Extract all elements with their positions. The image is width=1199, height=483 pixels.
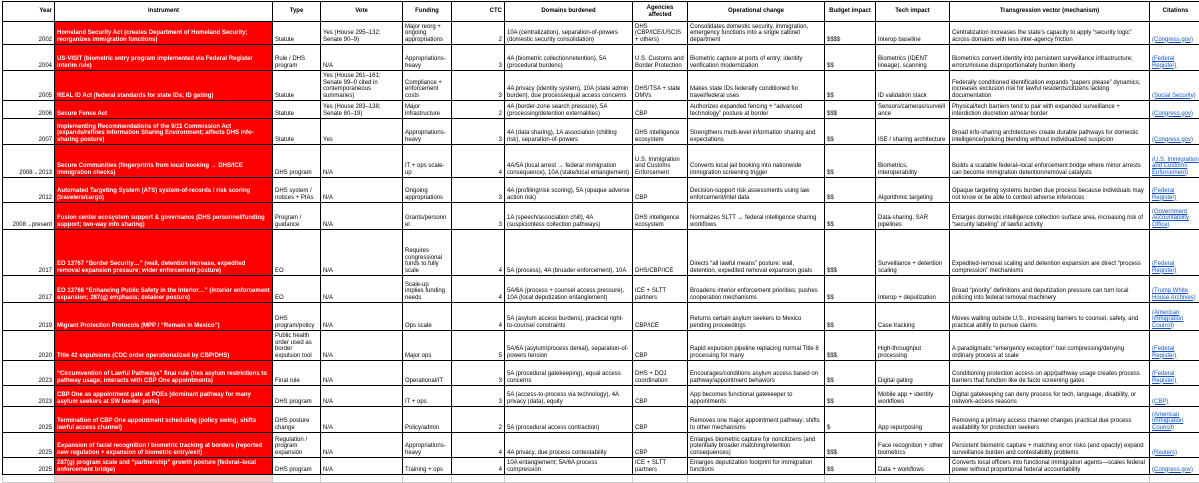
cell-transgression: Biometrics convert identity into persistent surveillance infrastructure; errors/misuse disproportionately burden liberty [950,45,1150,71]
cell-instrument: US-VISIT (biometric entry program implemented via Federal Register interim rule) [55,45,273,71]
cell-tech: Biometrics, interoperability [876,145,950,178]
timeline-table [2,1,1199,483]
cell-agencies: CBP [633,433,688,458]
column-header-agencies: Agencies affected [633,2,688,22]
cell-operational: Directs “all lawful means” posture: wall, detention, expedited removal expansion goals [688,230,825,276]
cell-instrument: EO 13768 “Enhancing Public Safety in the Interior…” (interior enforcement expansion; 287(g) emphasis; detainer posture) [55,276,273,303]
cell-transgression: Broad info-sharing architectures create durable pathways for domestic intelligence/policing blending without individualized suspicion [950,119,1150,145]
cell-type: Program / guidance [273,203,321,230]
cell-ctc: 3 [452,178,505,203]
cell-instrument: Expansion of facial recognition / biometric tracking at borders (reported new regulation + expansion of biometric entry/exit) [55,433,273,458]
cell-budget: $$ [825,71,876,101]
cell-budget: $ [825,407,876,433]
cell-empty [321,475,403,483]
cell-year: 2025 [3,407,55,433]
cell-empty [3,475,55,483]
cell-empty [273,475,321,483]
cell-instrument: 287(g) program scale and “partnership” growth posture (federal–local enforcement bridge) [55,458,273,475]
cell-budget: $$$ [825,433,876,458]
cell-year: 2004 [3,45,55,71]
cell-agencies: CBP [633,331,688,361]
cell-ctc: 4 [452,230,505,276]
cell-transgression: Expedited-removal scaling and detention expansion are direct “process compression” mechanisms [950,230,1150,276]
cell-budget: $$ [825,178,876,203]
cell-citation [1150,22,1199,45]
citation-link[interactable]: (Government Accountability Office) [1152,209,1189,228]
cell-agencies: ICE + SLTT partners [633,276,688,303]
cell-ctc: 5 [452,331,505,361]
column-header-type: Type [273,2,321,22]
cell-budget: $$ [825,303,876,331]
cell-transgression: Persistent biometric capture + matching error risks (and opacity) expand surveillance burden and contestability problems [950,433,1150,458]
cell-type: EO [273,230,321,276]
cell-transgression: Digital gatekeeping can deny process for tech, language, disability, or network-access reasons [950,386,1150,407]
cell-empty [688,475,825,483]
cell-agencies: CBP [633,386,688,407]
column-header-tech: Tech impact [876,2,950,22]
cell-budget: $$ [825,145,876,178]
cell-transgression: Builds a scalable federal–local enforcement bridge where minor arrests can become immigration detention/removal catalysts [950,145,1150,178]
cell-operational: Consolidates domestic security, immigration, emergency functions into a single cabinet department [688,22,825,45]
cell-type: Public health order used as border expulsion tool [273,331,321,361]
cell-domains: 5A (access-to-process via technology), 4A privacy (data), equity [505,386,633,407]
cell-citation [1150,145,1199,178]
cell-transgression: Removing a primary access channel changes practical due process availability for protection seekers [950,407,1150,433]
cell-type: DHS program [273,458,321,475]
cell-tech: Surveillance + detention scaling [876,230,950,276]
cell-tech: Interop + deputization [876,276,950,303]
column-header-ctc: CTC [452,2,505,22]
cell-domains: 5A (procedural gatekeeping), equal access concerns [505,361,633,386]
cell-budget: $$$$ [825,22,876,45]
cell-citation [1150,276,1199,303]
cell-empty [452,475,505,483]
cell-transgression: Moves waiting outside U.S., increasing barriers to counsel, safety, and practical ability to pursue claims [950,303,1150,331]
cell-transgression: Physical/tech barriers tend to pair with expanded surveillance + interdiction discretion at/near border [950,101,1150,119]
cell-funding: Grants/personnel [403,203,452,230]
cell-citation [1150,71,1199,101]
cell-vote: Yes [321,119,403,145]
cell-operational: Strengthens multi-level information sharing and expectations [688,119,825,145]
cell-empty [1150,475,1199,483]
cell-domains: 4A (data sharing), 1A association (chilling risk), separation-of-powers [505,119,633,145]
cell-citation [1150,230,1199,276]
cell-ctc: 4 [452,276,505,303]
cell-tech: ISE / sharing architecture [876,119,950,145]
cell-vote: N/A [321,458,403,475]
cell-instrument: CBP One as appointment gate at POEs (dominant pathway for many asylum seekers at SW border ports) [55,386,273,407]
cell-budget: $$ [825,45,876,71]
cell-transgression: Centralization increases the state’s capacity to apply “security logic” across domains with less inter-agency friction [950,22,1150,45]
table-row [3,458,1199,475]
cell-funding: IT + ops scale-up [403,145,452,178]
cell-transgression: Conditioning protection access on app/pathway usage creates process barriers that function like de facto screening gates [950,361,1150,386]
cell-domains: 1A (speech/association chill), 4A (suspicionless collection pathways) [505,203,633,230]
cell-year: 2002 [3,22,55,45]
cell-operational: Enlarges biometric capture for noncitizens (and potentially broader matching/retention consequences) [688,433,825,458]
cell-operational: Rapid expulsion pipeline replacing normal Title 8 processing for many [688,331,825,361]
cell-tech: Algorithmic targeting [876,178,950,203]
table-row [3,71,1199,101]
cell-operational: Biometric capture at ports of entry; identity verification modernization [688,45,825,71]
cell-empty [55,475,273,483]
cell-type: Regulation / program expansion [273,433,321,458]
cell-year: 2017 [3,276,55,303]
partial-next-row [3,475,1199,483]
cell-type: Rule / DHS program [273,45,321,71]
cell-funding: Appropriations-heavy [403,45,452,71]
cell-citation [1150,119,1199,145]
citation-link[interactable]: (Social Security) [1152,93,1196,99]
citation-link[interactable]: (Federal Register) [1152,56,1176,69]
table-row [3,230,1199,276]
cell-vote: Yes (House 261–161; Senate 99–0 cited in contemporaneous summaries) [321,71,403,101]
cell-tech: Data-sharing, SAR pipelines [876,203,950,230]
cell-operational: Removes one major appointment pathway; shifts to other mechanisms [688,407,825,433]
cell-operational: App becomes functional gatekeeper to appointments [688,386,825,407]
table-row [3,303,1199,331]
citation-link[interactable]: (American Immigration Council) [1152,310,1183,329]
cell-year: 2008→present [3,203,55,230]
cell-ctc: 2 [452,407,505,433]
cell-citation [1150,45,1199,71]
cell-ctc: 4 [452,303,505,331]
cell-tech: Face recognition + other biometrics [876,433,950,458]
cell-type: Statute [273,22,321,45]
cell-agencies: CBP/ICE [633,303,688,331]
cell-citation [1150,407,1199,433]
citation-link[interactable]: (Trump White House Archives) [1152,288,1196,301]
table-row [3,178,1199,203]
cell-vote: N/A [321,45,403,71]
cell-empty [950,475,1150,483]
cell-citation [1150,386,1199,407]
cell-ctc: 3 [452,386,505,407]
cell-year: 2023 [3,361,55,386]
cell-tech: Sensors/cameras/surveillance [876,101,950,119]
cell-domains: 4A (biometric collection/retention), 5A (procedural burdens) [505,45,633,71]
cell-ctc: 4 [452,145,505,178]
cell-vote: N/A [321,303,403,331]
cell-operational: Returns certain asylum seekers to Mexico pending proceedings [688,303,825,331]
cell-funding: Scale-up implies funding needs [403,276,452,303]
cell-operational: Enlarges deputization footprint for immigration functions [688,458,825,475]
citation-link[interactable]: (Congress.gov) [1152,37,1193,43]
cell-type: DHS program/policy [273,303,321,331]
citation-link[interactable]: (CBP) [1152,399,1168,405]
table-row [3,119,1199,145]
column-header-instrument: Instrument [55,2,273,22]
cell-vote: N/A [321,407,403,433]
cell-type: DHS program [273,145,321,178]
cell-domains: 5A (process), 4A (broader enforcement), 10A [505,230,633,276]
cell-domains: 4A/5A (local arrest → federal immigration consequence), 10A (state/local entanglement) [505,145,633,178]
table-row [3,45,1199,71]
citation-link[interactable]: (American Immigration Council) [1152,412,1183,431]
cell-ctc: 3 [452,45,505,71]
cell-vote: N/A [321,230,403,276]
cell-type: Statute [273,71,321,101]
cell-vote: N/A [321,145,403,178]
column-header-domains: Domains burdened [505,2,633,22]
table-row [3,145,1199,178]
cell-vote: Yes (House 295–132; Senate 90–9) [321,22,403,45]
table-row [3,361,1199,386]
cell-operational: Makes state IDs federally conditioned for travel/federal uses [688,71,825,101]
cell-vote: N/A [321,433,403,458]
cell-operational: Authorizes expanded fencing + “advanced technology” posture at border [688,101,825,119]
cell-instrument: Fusion center ecosystem support & governance (DHS personnel/funding support; two-way info sharing) [55,203,273,230]
citation-link[interactable]: (Federal Register) [1152,371,1176,384]
cell-transgression: Opaque targeting systems burden due process because individuals may not know or be able to contest adverse inferences [950,178,1150,203]
cell-agencies: DHS + DOJ coordination [633,361,688,386]
cell-type: Statute [273,119,321,145]
cell-instrument: EO 13767 “Border Security…” (wall, detention increase, expedited removal expansion pressure; wider enforcement posture) [55,230,273,276]
cell-funding: Major ops [403,331,452,361]
cell-operational: Converts local jail booking into nationwide immigration screening trigger [688,145,825,178]
citation-link[interactable]: (Congress.gov) [1152,137,1193,143]
column-header-budget: Budget impact [825,2,876,22]
cell-funding: Training + ops [403,458,452,475]
cell-year: 2019 [3,303,55,331]
cell-operational: Broadens interior enforcement priorities; pushes cooperation mechanisms [688,276,825,303]
cell-funding: Appropriations-heavy [403,433,452,458]
cell-domains: 5A (procedural access contraction) [505,407,633,433]
column-header-funding: Funding [403,2,452,22]
cell-vote: N/A [321,276,403,303]
cell-funding: Major reorg + ongoing appropriations [403,22,452,45]
cell-vote: N/A [321,386,403,407]
cell-tech: Data + workflows [876,458,950,475]
cell-ctc: 4 [452,433,505,458]
citation-link[interactable]: (Congress.gov) [1152,111,1193,117]
cell-year: 2007 [3,119,55,145]
cell-year: 2025 [3,458,55,475]
cell-instrument: Title 42 expulsions (CDC order operationalized by CBP/DHS) [55,331,273,361]
cell-budget: $$$ [825,101,876,119]
cell-year: 2006 [3,101,55,119]
cell-citation [1150,203,1199,230]
cell-empty [505,475,633,483]
cell-agencies: CBP [633,101,688,119]
column-header-transgression: Transgression vector (mechanism) [950,2,1150,22]
cell-type: DHS program [273,386,321,407]
cell-domains: 10A (centralization), separation-of-powers (domestic security consolidation) [505,22,633,45]
cell-ctc: 2 [452,101,505,119]
cell-type: EO [273,276,321,303]
cell-agencies: DHS intelligence ecosystem [633,119,688,145]
cell-funding: Compliance + enforcement costs [403,71,452,101]
cell-ctc: 3 [452,119,505,145]
cell-year: 2023 [3,386,55,407]
cell-vote: N/A [321,361,403,386]
table-row [3,433,1199,458]
cell-citation [1150,458,1199,475]
column-header-operational: Operational change [688,2,825,22]
cell-agencies: U.S. Immigration and Customs Enforcement [633,145,688,178]
cell-citation [1150,101,1199,119]
cell-tech: High-throughput processing [876,331,950,361]
cell-citation [1150,178,1199,203]
cell-transgression: Enlarges domestic intelligence collection surface area, increasing risk of “security labeling” of lawful activity [950,203,1150,230]
cell-instrument: Homeland Security Act (creates Department of Homeland Security; reorganizes immigration functions) [55,22,273,45]
cell-year: 2012 [3,178,55,203]
citation-link[interactable]: (Federal Register) [1152,188,1176,201]
cell-tech: App repurposing [876,407,950,433]
cell-funding: Ops scale [403,303,452,331]
header-row [3,2,1199,22]
cell-empty [403,475,452,483]
table-row [3,101,1199,119]
cell-vote: N/A [321,331,403,361]
cell-year: 2008→2013 [3,145,55,178]
cell-operational: Normalizes SLTT ↔ federal intelligence sharing workflows [688,203,825,230]
cell-agencies: DHS/TSA + state DMVs [633,71,688,101]
citation-link[interactable]: (Congress.gov) [1152,467,1193,473]
cell-tech: Mobile app + identity workflows [876,386,950,407]
cell-budget: $$ [825,361,876,386]
cell-domains: 5A (asylum access burdens), practical right-to-counsel constraints [505,303,633,331]
cell-tech: Interop baseline [876,22,950,45]
cell-funding: Requires congressional funds to fully scale [403,230,452,276]
cell-domains: 4A (border-zone search pressure), 5A (processing/detention externalities) [505,101,633,119]
cell-instrument: Automated Targeting System (ATS) system-of-records / risk scoring (travelers/cargo) [55,178,273,203]
cell-budget: $$ [825,386,876,407]
cell-empty [876,475,950,483]
citation-link[interactable]: (Federal Register) [1152,346,1176,359]
table-row [3,22,1199,45]
cell-instrument: Migrant Protection Protocols (MPP / “Remain in Mexico”) [55,303,273,331]
cell-year: 2005 [3,71,55,101]
cell-vote: Yes (House 283–138; Senate 80–19) [321,101,403,119]
cell-ctc: 4 [452,458,505,475]
cell-funding: Ongoing appropriations [403,178,452,203]
cell-budget: $$ [825,203,876,230]
column-header-vote: Vote [321,2,403,22]
cell-empty [825,475,876,483]
cell-instrument: “Circumvention of Lawful Pathways” final rule (ties asylum restrictions to pathway usage; interacts with CBP One appointments) [55,361,273,386]
cell-domains: 4A privacy, due process contestability [505,433,633,458]
citation-link[interactable]: (Reuters) [1152,450,1177,456]
cell-vote: N/A [321,178,403,203]
cell-tech: Digital gating [876,361,950,386]
cell-budget: $$ [825,276,876,303]
cell-citation [1150,331,1199,361]
cell-agencies: DHS (CBP/ICE/USCIS + others) [633,22,688,45]
cell-transgression: Broad “priority” definitions and deputization pressure can turn local policing into federal removal machinery [950,276,1150,303]
cell-ctc: 2 [452,22,505,45]
cell-instrument: Implementing Recommendations of the 9/11 Commission Act (expands/refines Information Sharing Environment; affects DHS info-sharing posture) [55,119,273,145]
cell-transgression: Federally conditioned identification expands “papers please” dynamics; increases exclusion risk for lawful residents/citizens lacking documentation [950,71,1150,101]
cell-operational: Decision-support risk assessments using law enforcement/intel data [688,178,825,203]
cell-citation [1150,361,1199,386]
cell-instrument: REAL ID Act (federal standards for state IDs; ID gating) [55,71,273,101]
cell-type: DHS system / notices + PIAs [273,178,321,203]
column-header-year: Year [3,2,55,22]
cell-instrument: Secure Fence Act [55,101,273,119]
table-row [3,331,1199,361]
cell-domains: 5A/6A (process + counsel access pressure), 10A (local deputization entanglement) [505,276,633,303]
cell-year: 2017 [3,230,55,276]
table-row [3,407,1199,433]
citation-link[interactable]: (Federal Register) [1152,261,1176,274]
cell-tech: Case tracking [876,303,950,331]
cell-ctc: 3 [452,71,505,101]
cell-agencies: ICE + SLTT partners [633,458,688,475]
cell-funding: Major infrastructure [403,101,452,119]
cell-type: DHS posture change [273,407,321,433]
cell-ctc: 3 [452,203,505,230]
cell-budget: $$$ [825,331,876,361]
cell-citation [1150,303,1199,331]
table-row [3,203,1199,230]
cell-citation [1150,433,1199,458]
cell-agencies: CBP [633,178,688,203]
cell-type: Statute [273,101,321,119]
cell-agencies: U.S. Customs and Border Protection [633,45,688,71]
cell-funding: Appropriations-heavy [403,119,452,145]
cell-ctc: 3 [452,361,505,386]
cell-transgression: A paradigmatic “emergency exception” tool compressing/denying ordinary process at scale [950,331,1150,361]
cell-domains: 4A privacy (identity system), 10A (state admin burden), due process/equal access concerns [505,71,633,101]
cell-transgression: Converts local officers into functional immigration agents—scales federal power without proportional federal accountability [950,458,1150,475]
cell-empty [633,475,688,483]
cell-domains: 5A/6A (asylum/process denial), separation-of-powers tension [505,331,633,361]
cell-domains: 4A (profiling/risk scoring), 5A (opaque adverse action risk) [505,178,633,203]
cell-operational: Encourages/conditions asylum access based on pathway/appointment behaviors [688,361,825,386]
cell-year: 2025 [3,433,55,458]
cell-funding: IT + ops [403,386,452,407]
cell-tech: Biometrics (IDENT lineage), scanning [876,45,950,71]
cell-agencies: CBP [633,407,688,433]
cell-instrument: Termination of CBP One appointment scheduling (policy swing; shifts lawful access channel) [55,407,273,433]
cell-domains: 10A entanglement; 5A/6A process compression [505,458,633,475]
cell-funding: Policy/admin [403,407,452,433]
cell-agencies: DHS intelligence ecosystem [633,203,688,230]
cell-type: Final rule [273,361,321,386]
cell-funding: Operational/IT [403,361,452,386]
cell-budget: $$ [825,119,876,145]
cell-year: 2020 [3,331,55,361]
cell-vote: N/A [321,203,403,230]
cell-budget: $$$ [825,230,876,276]
table-row [3,276,1199,303]
cell-agencies: DHS/CBP/ICE [633,230,688,276]
cell-tech: ID validation stack [876,71,950,101]
cell-budget: $$ [825,458,876,475]
column-header-citation: Citations [1150,2,1199,22]
citation-link[interactable]: (U.S. Immigration and Customs Enforcement) [1152,157,1199,176]
cell-instrument: Secure Communities (fingerprints from local booking → DHS/ICE immigration checks) [55,145,273,178]
table-row [3,386,1199,407]
